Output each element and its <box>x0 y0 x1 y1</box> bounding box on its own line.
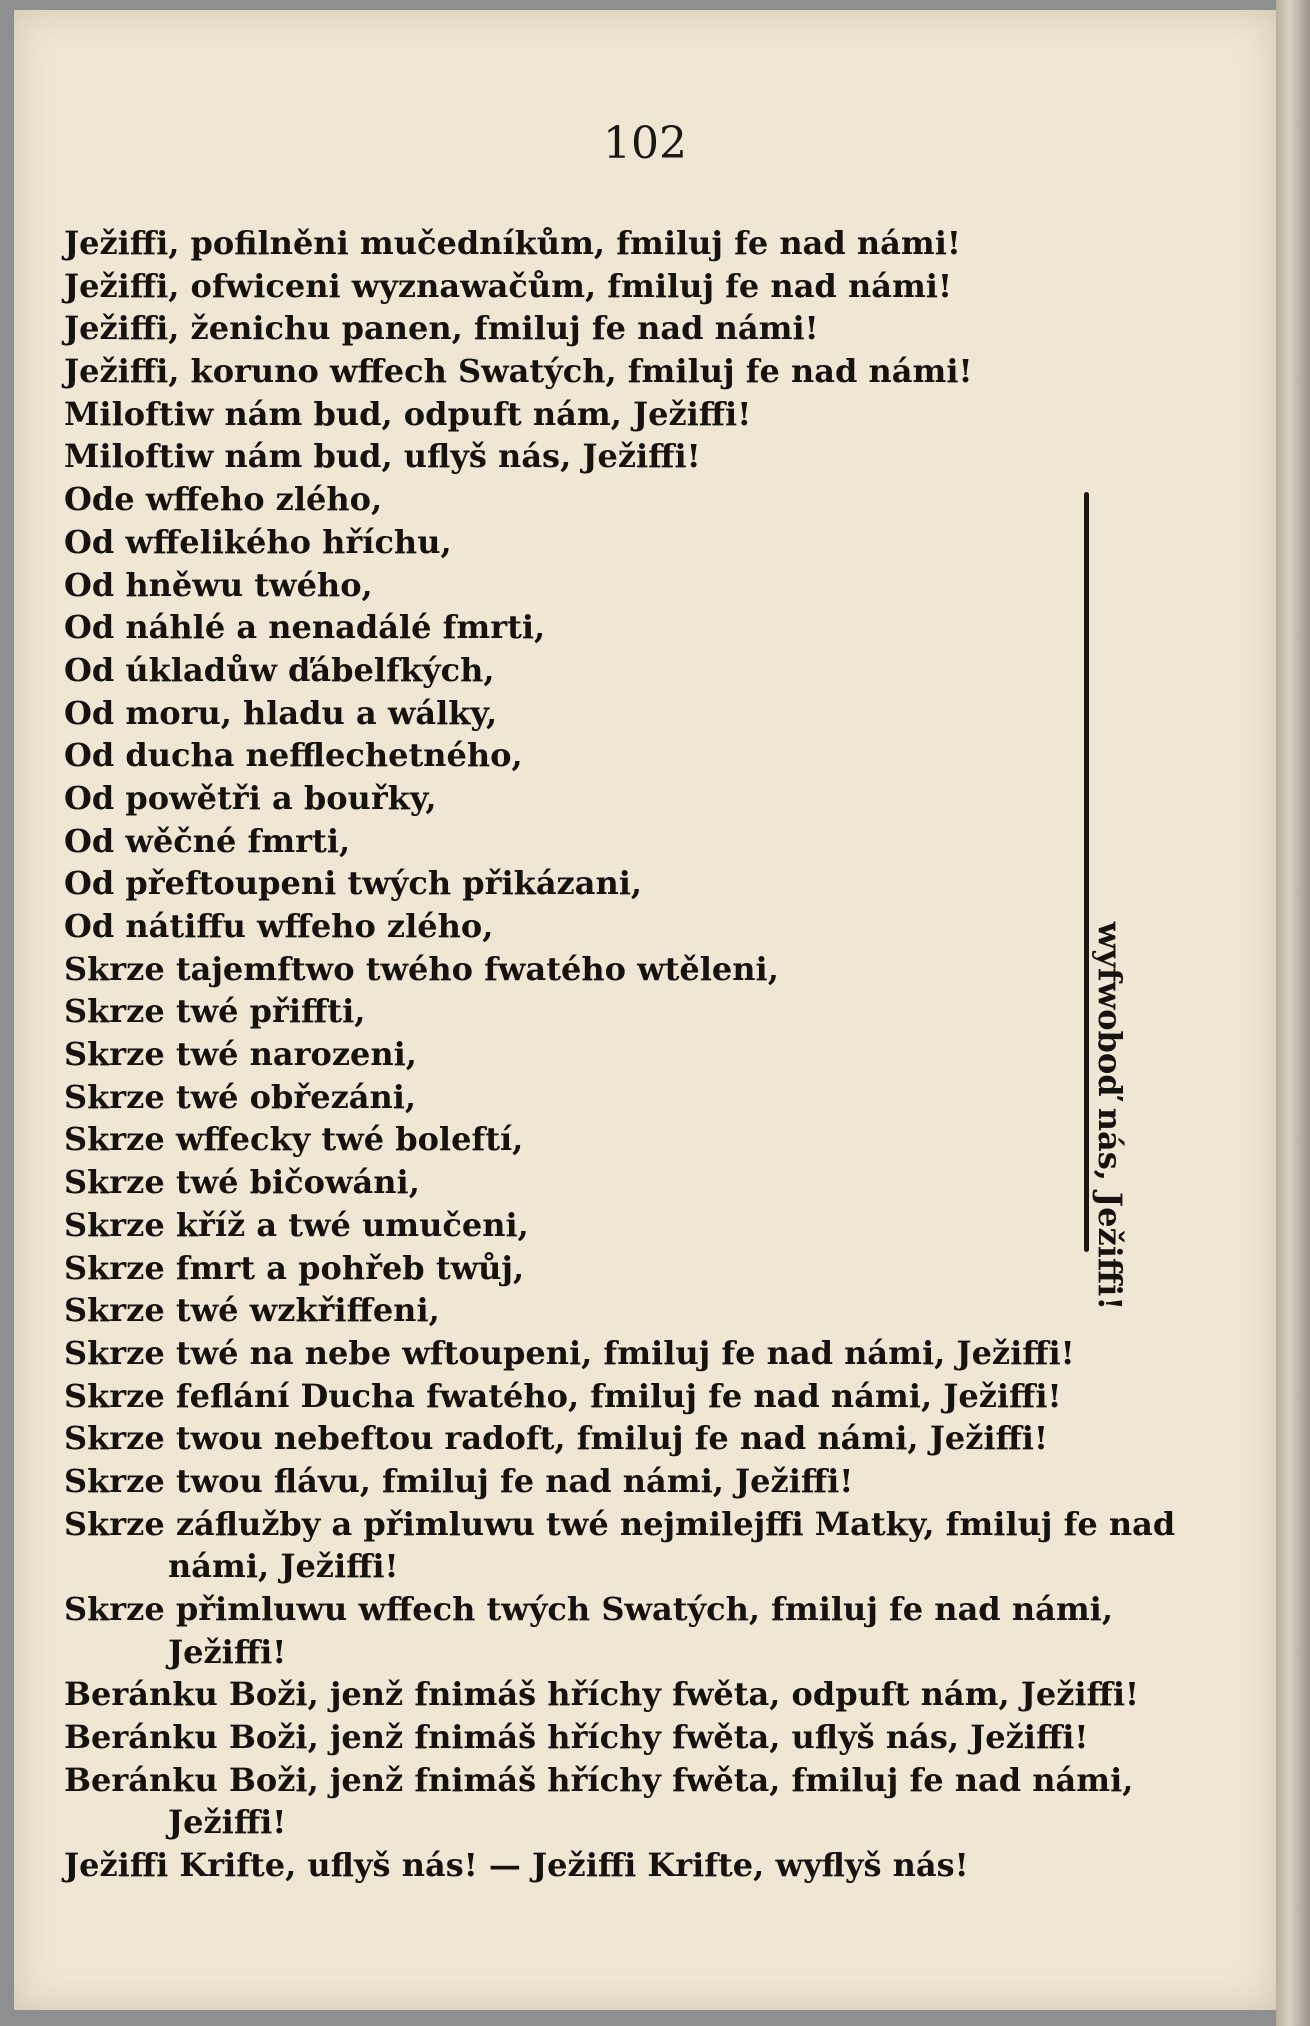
text-line: Od wěčné fmrti, <box>64 821 351 860</box>
text-line: Skrze záflužby a přimluwu twé nejmilejffi Matky, fmiluj fe nad <box>64 1504 1176 1543</box>
text-line: Skrze twou flávu, fmiluj fe nad námi, Ježiffi! <box>64 1461 854 1500</box>
text-line: Beránku Boži, jenž fnimáš hříchy fwěta, uflyš nás, Ježiffi! <box>64 1718 1089 1757</box>
text-line: Od úkladůw ďábelfkých, <box>64 650 495 689</box>
text-line: Skrze twé na nebe wftoupeni, fmiluj fe nad námi, Ježiffi! <box>64 1333 1075 1372</box>
text-line: Ježiffi! <box>168 1803 287 1842</box>
text-line: Ježiffi Krifte, uflyš nás! — Ježiffi Krifte, wyflyš nás! <box>64 1846 969 1885</box>
text-line: Skrze přimluwu wffech twých Swatých, fmiluj fe nad námi, <box>64 1590 1113 1628</box>
text-line: Ježiffi, pofilněni mučedníkům, fmiluj fe nad námi! <box>64 224 961 262</box>
book-spine <box>1276 0 1310 2026</box>
text-line: Skrze fmrt a pohřeb twůj, <box>64 1248 525 1287</box>
litany-text <box>64 222 1184 1887</box>
text-line: Od wffelikého hříchu, <box>64 522 452 561</box>
text-line: Miloftiw nám bud, odpuft nám, Ježiffi! <box>64 394 752 433</box>
text-line: Skrze twé wzkřiffeni, <box>64 1291 440 1330</box>
book-page <box>14 10 1276 2010</box>
text-line: Skrze twé narozeni, <box>64 1035 417 1074</box>
text-line: Od náhlé a nenadálé fmrti, <box>64 608 546 647</box>
text-line: Od powětři a bouřky, <box>64 778 437 817</box>
text-line: Od přeftoupeni twých přikázani, <box>64 864 643 903</box>
text-line: Skrze kříž a twé umučeni, <box>64 1205 529 1244</box>
page-number: 102 <box>603 118 687 169</box>
text-line: Od ducha nefflechetného, <box>64 736 523 775</box>
text-line: Beránku Boži, jenž fnimáš hříchy fwěta, fmiluj fe nad námi, <box>64 1760 1134 1799</box>
text-line: Skrze twé bičowáni, <box>64 1163 420 1202</box>
text-line: Skrze feflání Ducha fwatého, fmiluj fe nad námi, Ježiffi! <box>64 1376 1062 1415</box>
text-line: Skrze twé obřezáni, <box>64 1077 417 1116</box>
text-line: Skrze tajemftwo twého fwatého wtěleni, <box>64 949 779 988</box>
text-line: námi, Ježiffi! <box>168 1547 399 1586</box>
text-line: Ježiffi, koruno wffech Swatých, fmiluj fe nad námi! <box>64 352 973 391</box>
text-line: Ode wffeho zlého, <box>64 480 383 519</box>
text-line: Ježiffi! <box>168 1632 287 1671</box>
text-line: Miloftiw nám bud, uflyš nás, Ježiffi! <box>64 437 701 476</box>
text-line: Od moru, hladu a wálky, <box>64 693 498 732</box>
text-line: Ježiffi, ofwiceni wyznawačům, fmiluj fe nad námi! <box>64 266 952 305</box>
text-line: Skrze twé přiffti, <box>64 992 366 1031</box>
text-line: Od nátiffu wffeho zlého, <box>64 907 494 945</box>
text-line: Beránku Boži, jenž fnimáš hříchy fwěta, odpuft nám, Ježiffi! <box>64 1675 1140 1714</box>
text-line: Skrze twou nebeftou radoft, fmiluj fe nad námi, Ježiffi! <box>64 1419 1048 1458</box>
text-line: Od hněwu twého, <box>64 565 373 604</box>
bracket <box>1084 492 1089 1252</box>
text-line: Ježiffi, ženichu panen, fmiluj fe nad námi! <box>64 309 819 348</box>
bracket-response: wyfwoboď nás, Ježiffi! <box>1091 921 1129 1311</box>
text-line: Skrze wffecky twé boleftí, <box>64 1120 524 1159</box>
